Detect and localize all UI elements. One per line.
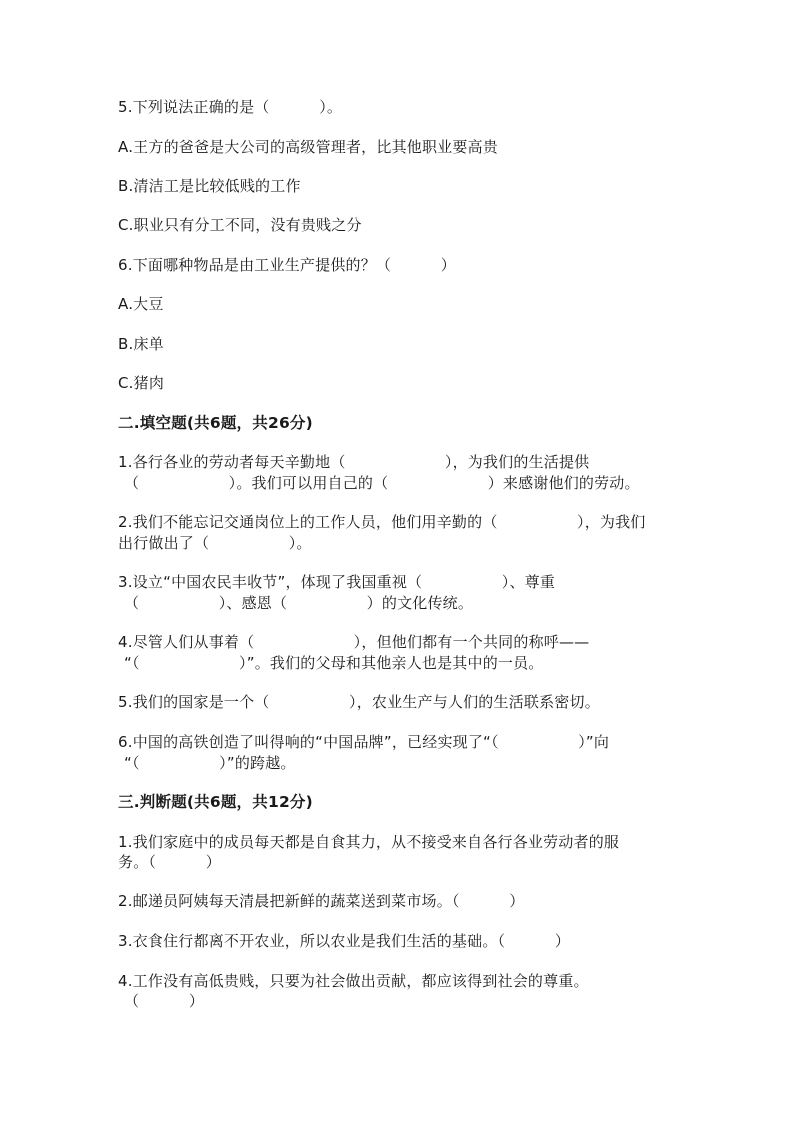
fill-q1-line2: （ ）。我们可以用自己的（ ）来感谢他们的劳动。 <box>124 474 640 492</box>
fill-q2-line2: 出行做出了（ ）。 <box>118 534 312 552</box>
fill-q2-line1: 2.我们不能忘记交通岗位上的工作人员，他们用辛勤的（ ），为我们 <box>118 513 646 531</box>
choice-q6-option-a: A.大豆 <box>118 295 164 313</box>
judge-q1-line2: 务。（ ） <box>118 853 221 871</box>
choice-q5-option-c: C.职业只有分工不同，没有贵贱之分 <box>118 216 362 234</box>
fill-q6-line2: “（ ）”的跨越。 <box>124 754 296 772</box>
fill-section-heading: 二.填空题(共6题，共26分) <box>118 414 313 432</box>
fill-q5-line1: 5.我们的国家是一个（ ），农业生产与人们的生活联系密切。 <box>118 693 600 711</box>
judge-section-heading: 三.判断题(共6题，共12分) <box>118 793 313 811</box>
fill-q3-line1: 3.设立“中国农民丰收节”，体现了我国重视（ ）、尊重 <box>118 573 556 591</box>
choice-q6-stem: 6.下面哪种物品是由工业生产提供的？（ ） <box>118 256 456 274</box>
choice-q5-option-a: A.王方的爸爸是大公司的高级管理者，比其他职业要高贵 <box>118 138 498 156</box>
fill-q6-line1: 6.中国的高铁创造了叫得响的“中国品牌”，已经实现了“（ ）”向 <box>118 733 610 751</box>
fill-q4-line2: “（ ）”。我们的父母和其他亲人也是其中的一员。 <box>124 654 544 672</box>
choice-q5-stem: 5.下列说法正确的是（ ）。 <box>118 98 343 116</box>
choice-q6-option-b: B.床单 <box>118 335 164 353</box>
fill-q1-line1: 1.各行各业的劳动者每天辛勤地（ ），为我们的生活提供 <box>118 453 590 471</box>
judge-q2-line1: 2.邮递员阿姨每天清晨把新鲜的蔬菜送到菜市场。（ ） <box>118 892 525 910</box>
judge-q4-line1: 4.工作没有高低贵贱，只要为社会做出贡献，都应该得到社会的尊重。 <box>118 972 589 990</box>
choice-q6-option-c: C.猪肉 <box>118 374 165 392</box>
fill-q3-line2: （ ）、感恩（ ）的文化传统。 <box>124 594 474 612</box>
judge-q3-line1: 3.衣食住行都离不开农业，所以农业是我们生活的基础。（ ） <box>118 932 571 950</box>
judge-q4-line2: （ ） <box>124 992 205 1010</box>
fill-q4-line1: 4.尽管人们从事着（ ），但他们都有一个共同的称呼—— <box>118 633 590 651</box>
choice-q5-option-b: B.清洁工是比较低贱的工作 <box>118 177 301 195</box>
judge-q1-line1: 1.我们家庭中的成员每天都是自食其力，从不接受来自各行各业劳动者的服 <box>118 833 620 851</box>
